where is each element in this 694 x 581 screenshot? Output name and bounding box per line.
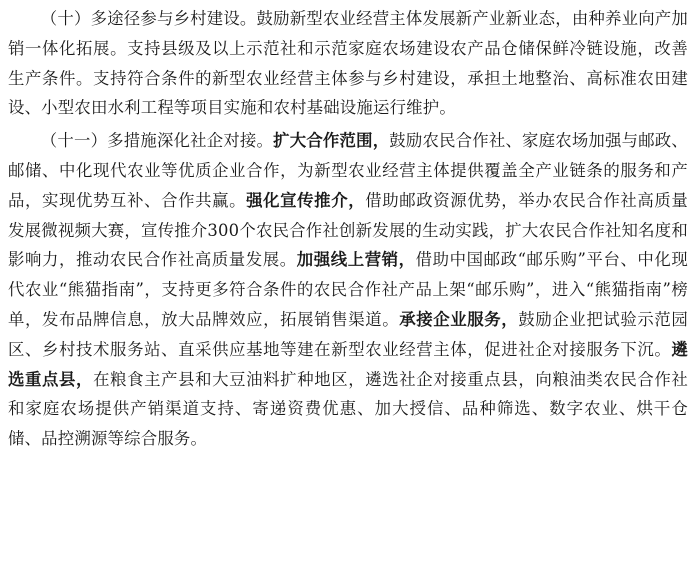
bold-phrase-online-marketing: 加强线上营销， bbox=[296, 250, 416, 270]
bold-phrase-enterprise-services: 承接企业服务， bbox=[399, 309, 519, 329]
text-online-marketing: 借助中国邮政“邮乐购”平台、中化现代农业“熊猫指南”，支持更多符合条件的农民合作社产品上架“邮乐购”，进入“熊猫指南”榜单，发布品牌信息，放大品牌效应，拓展销售渠道。 bbox=[8, 250, 688, 329]
paragraph-ten bbox=[8, 4, 688, 123]
text-key-counties: 在粮食主产县和大豆油料扩种地区，遴选社企对接重点县，向粮油类农民合作社和家庭农场提供产销渠道支持、寄递资费优惠、加大授信、品种筛选、数字农业、烘干仓储、品控溯源等综合服务。 bbox=[8, 369, 689, 449]
bold-phrase-expand-cooperation: 扩大合作范围， bbox=[273, 131, 390, 151]
text-enterprise-services: 鼓励企业把试验示范园区、乡村技术服务站、直采供应基地等建在新型农业经营主体，促进社企对接服务下沉。 bbox=[8, 309, 688, 359]
text-expand-cooperation: 鼓励农民合作社、家庭农场加强与邮政、邮储、中化现代农业等优质企业合作，为新型农业经营主体提供覆盖全产业链条的服务和产品，实现优势互补、合作共赢。 bbox=[8, 131, 688, 210]
bold-phrase-key-counties: 遴选重点县， bbox=[8, 339, 688, 389]
text-strengthen-publicity: 借助邮政资源优势，举办农民合作社高质量发展微视频大赛，宣传推介300个农民合作社创新发展的生动实践，扩大农民合作社知名度和影响力，推动农民合作社高质量发展。 bbox=[8, 190, 688, 270]
bold-phrase-strengthen-publicity: 强化宣传推介， bbox=[246, 190, 366, 210]
paragraph-eleven bbox=[8, 126, 688, 454]
paragraph-eleven-heading: （十一）多措施深化社企对接。 bbox=[40, 131, 274, 151]
paragraph-ten-text: （十）多途径参与乡村建设。鼓励新型农业经营主体发展新产业新业态，由种养业向产加销一体化拓展。支持县级及以上示范社和示范家庭农场建设农产品仓储保鲜冷链设施，改善生产条件。支持符合条件的新型农业经营主体参与乡村建设，承担土地整治、高标准农田建设、小型农田水利工程等项目实施和农村基础设施运行维护。 bbox=[8, 9, 688, 118]
